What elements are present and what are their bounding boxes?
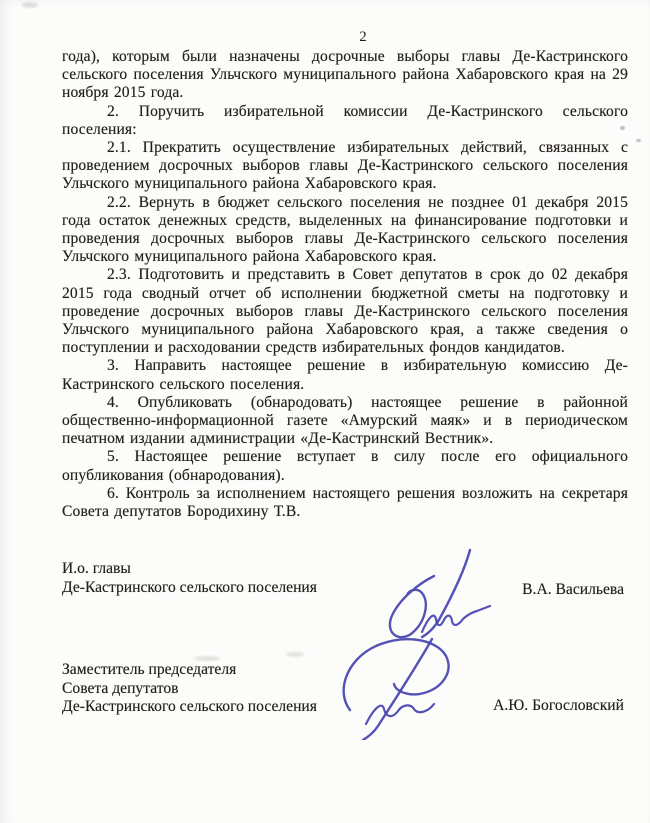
paragraph-item-4: 4. Опубликовать (обнародовать) настоящее решение в районной общественно-информационной газете «Амурский маяк» и в периодическом печатном издании администрации «Де-Кастринский Вестник». xyxy=(62,393,628,448)
signature-title-line: Заместитель председателя xyxy=(62,661,237,679)
scan-artifact xyxy=(620,126,625,130)
signature-block-deputy-chair xyxy=(62,661,628,781)
scan-artifact xyxy=(22,2,38,8)
scan-artifact xyxy=(286,652,304,657)
paragraph-item-3: 3. Направить настоящее решение в избирательную комиссию Де-Кастринского сельского поселения. xyxy=(62,357,628,393)
paragraph-item-2-2: 2.2. Вернуть в бюджет сельского поселения не позднее 01 декабря 2015 года остаток денежных средств, выделенных на финансирование подготовки и проведения досрочных выборов главы Де-Кастринского сельского поселения Ульчского муниципального района Хабаровского края. xyxy=(62,193,628,266)
signature-title-line: Совета депутатов xyxy=(62,679,179,697)
page-content xyxy=(62,29,628,781)
scan-artifact xyxy=(636,139,641,142)
paragraph-item-6: 6. Контроль за исполнением настоящего решения возложить на секретаря Совета депутатов Бородихину Т.В. xyxy=(62,484,628,521)
signer-name-vasilyeva: В.А. Васильева xyxy=(522,581,624,599)
signature-title-line: Де-Кастринского сельского поселения xyxy=(62,578,317,596)
paragraph-continuation: года), которым были назначены досрочные выборы главы Де-Кастринского сельского поселения Ульчского муниципального района Хабаровского края на 29 ноября 2015 года. xyxy=(62,48,628,102)
page-number: 2 xyxy=(359,29,367,45)
paragraph-item-5: 5. Настоящее решение вступает в силу после его официального опубликования (обнародования). xyxy=(62,448,628,484)
signature-title-line: И.о. главы xyxy=(62,560,131,578)
paragraph-item-2: 2. Поручить избирательной комиссии Де-Кастринского сельского поселения: xyxy=(62,102,628,138)
signature-block-head xyxy=(62,560,628,620)
paragraph-item-2-1: 2.1. Прекратить осуществление избирательных действий, связанных с проведением досрочных выборов главы Де-Кастринского сельского поселения Ульчского муниципального района Хабаровского края. xyxy=(62,139,628,193)
signer-name-bogoslovsky: А.Ю. Богословский xyxy=(493,697,624,715)
body-text xyxy=(62,48,628,521)
signature-title-line: Де-Кастринского сельского поселения xyxy=(62,698,317,716)
scan-artifact xyxy=(194,656,220,661)
paragraph-item-2-3: 2.3. Подготовить и представить в Совет депутатов в срок до 02 декабря 2015 года сводный отчет об исполнении бюджетной сметы на подготовку и проведение досрочных выборов главы Де-Кастринского сельского поселения Ульчского муниципального района Хабаровского края, а также сведения о поступлении и расходовании средств избирательных фондов кандидатов. xyxy=(62,266,628,357)
